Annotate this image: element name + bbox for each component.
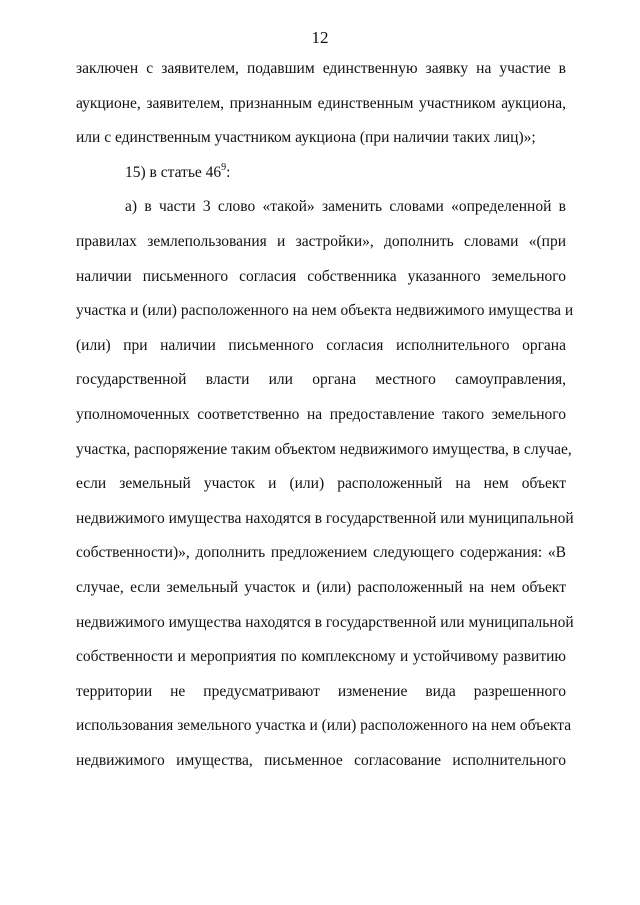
text-line: участка, распоряжение таким объектом недвижимого имущества, в случае, bbox=[76, 440, 572, 458]
paragraph-item-15 bbox=[76, 156, 566, 191]
article-superscript: 9 bbox=[221, 161, 227, 173]
text-line bbox=[76, 156, 566, 191]
text-line: правилах землепользования и застройки», дополнить словами «(при bbox=[76, 232, 566, 250]
paragraph-continuation bbox=[76, 52, 566, 156]
text-line: участка и (или) расположенного на нем объекта недвижимого имущества и bbox=[76, 302, 574, 320]
text-line: наличии письменного согласия собственника указанного земельного bbox=[76, 267, 566, 285]
text-line: случае, если земельный участок и (или) расположенный на нем объект bbox=[76, 578, 566, 596]
text-line: заключен с заявителем, подавшим единственную заявку на участие в bbox=[76, 60, 566, 77]
text-line: государственной власти или органа местного самоуправления, bbox=[76, 371, 566, 389]
item-15-prefix: 15) в статье 46 bbox=[125, 163, 222, 181]
text-line: или с единственным участником аукциона (при наличии таких лиц)»; bbox=[76, 129, 536, 147]
text-line: а) в части 3 слово «такой» заменить словами «определенной в bbox=[125, 198, 566, 216]
text-line: уполномоченных соответственно на предоставление такого земельного bbox=[76, 405, 566, 423]
text-line: недвижимого имущества, письменное согласование исполнительного bbox=[76, 751, 566, 769]
document-body bbox=[76, 52, 574, 778]
page-number: 12 bbox=[311, 28, 329, 47]
item-15-suffix: : bbox=[226, 163, 231, 181]
text-line: (или) при наличии письменного согласия исполнительного органа bbox=[76, 336, 566, 354]
text-line: собственности и мероприятия по комплексному и устойчивому развитию bbox=[76, 648, 566, 666]
text-line: недвижимого имущества находятся в государственной или муниципальной bbox=[76, 613, 574, 631]
paragraph-subitem-a bbox=[76, 190, 574, 778]
text-line: территории не предусматривают изменение вида разрешенного bbox=[76, 682, 566, 700]
text-line: недвижимого имущества находятся в государственной или муниципальной bbox=[76, 509, 574, 527]
text-line: собственности)», дополнить предложением следующего содержания: «В bbox=[76, 544, 566, 562]
text-line: использования земельного участка и (или) расположенного на нем объекта bbox=[76, 717, 572, 735]
text-line: если земельный участок и (или) расположенный на нем объект bbox=[76, 475, 566, 493]
text-line: аукционе, заявителем, признанным единственным участником аукциона, bbox=[76, 94, 566, 112]
